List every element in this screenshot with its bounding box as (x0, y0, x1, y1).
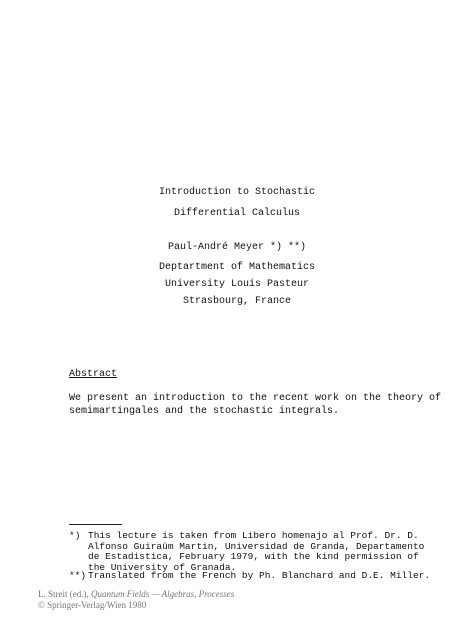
footnote-text (88, 530, 425, 573)
title-line-2: Differential Calculus (173, 208, 301, 219)
publisher-imprint (38, 589, 234, 610)
title-line-1: Introduction to Stochastic (158, 187, 316, 198)
footnote-rule (69, 524, 122, 525)
footnote-mark: *) (69, 530, 81, 541)
footnote-line: This lecture is taken from Libero homenajo al Prof. Dr. D. (88, 530, 419, 541)
footnote-mark: **) (69, 570, 87, 581)
abstract-line: We present an introduction to the recent work on the theory of (69, 393, 442, 404)
abstract-line: semimartingales and the stochastic integrals. (69, 406, 340, 417)
footnote-line: Alfonso Guiraûm Martin, Universidad de Granda, Departamento (88, 540, 425, 552)
footnote-line: de Estadistica, February 1979, with the kind permission of (88, 551, 419, 562)
author-name: Paul-André Meyer *) **) (167, 242, 307, 253)
footnote-1 (69, 530, 425, 575)
abstract-body (69, 392, 442, 418)
imprint-citation (38, 589, 234, 600)
footnote-line: the University of Granada. (88, 561, 237, 573)
author-department: Deptartment of Mathematics (158, 262, 316, 273)
author-university: University Louis Pasteur (164, 279, 310, 290)
imprint-publisher: © Springer-Verlag/Wien 1980 (38, 599, 147, 610)
footnote-2 (69, 570, 431, 583)
author-city: Strasbourg, France (182, 296, 292, 307)
imprint-editor: L. Streit (ed.), (38, 589, 91, 599)
footnote-line: Translated from the French by Ph. Blanchard and D.E. Miller. (88, 570, 431, 581)
imprint-book-title: Quantum Fields — Algebras, Processes (91, 589, 235, 599)
abstract-heading: Abstract (69, 369, 118, 380)
footnote-text (88, 570, 431, 582)
